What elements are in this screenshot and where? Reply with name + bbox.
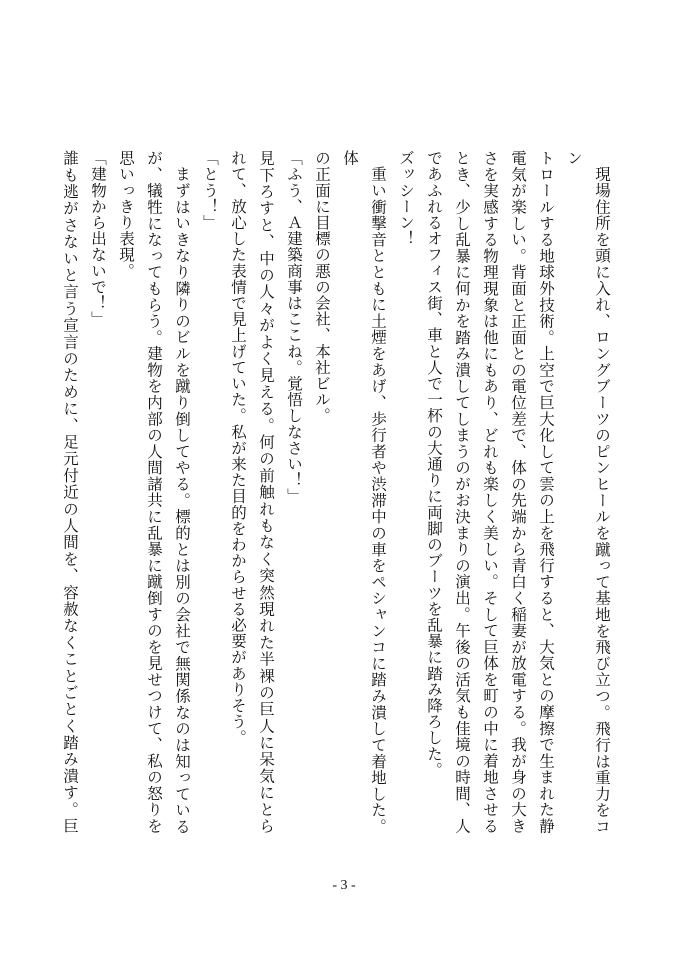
dialogue-line: 「ふう、Ａ建築商事はここね。覚悟しなさい！」: [285, 150, 303, 505]
text-line: さを実感する物理現象は他にもあり、どれも楽しく美しい。そして巨体を町の中に着地させる: [481, 150, 499, 834]
text-line: まずはいきなり隣りのビルを蹴り倒してやる。標的とは別の会社で無関係なのは知っている: [173, 165, 191, 834]
text-line: 重い衝撃音とともに土煙をあげ、歩行者や渋滞中の車をペシャンコに踏み潰して着地した。体: [341, 150, 387, 834]
text-line: 現場住所を頭に入れ、ロングブーツのピンヒールを蹴って基地を飛び立つ。飛行は重力をコン: [565, 150, 611, 834]
dialogue-line: 「建物から出ないで！」: [89, 150, 107, 328]
text-line: 思いっきり表現。: [117, 150, 135, 279]
text-line: の正面に目標の悪の会社、本社ビル。: [313, 150, 331, 424]
text-line: 電気が楽しい。背面と正面との電位差で、体の先端から青白く稲妻が放電する。我が身の大き: [509, 150, 527, 834]
text-line: トロールする地球外技術。上空で巨大化して雲の上を飛行すると、大気との摩擦で生まれた静: [537, 150, 555, 834]
text-line: とき、少し乱暴に何かを踏み潰してしまうのがお決まりの演出。午後の活気も佳境の時間、人: [453, 150, 471, 834]
text-line: が、犠牲になってもらう。建物を内部の人間諸共に乱暴に蹴倒すのを見せつけて、私の怒りを: [145, 150, 163, 834]
text-line: であふれるオフィス街、車と人で一杯の大通りに両脚のブーツを乱暴に踏み降ろした。: [425, 150, 443, 778]
vertical-body-text: [56, 150, 616, 834]
text-line: 見下ろすと、中の人々がよく見える。何の前触れもなく突然現れた半裸の巨人に呆気にとら: [257, 150, 275, 834]
dialogue-line: 「とう！」: [201, 150, 219, 231]
page-number: - 3 -: [332, 878, 356, 893]
text-line: れて、放心した表情で見上げていた。私が来た目的をわからせる必要がありそう。: [229, 150, 247, 746]
text-line: 誰も逃がさないと言う宣言のために、足元付近の人間を、容赦なくことごとく踏み潰す。巨: [61, 150, 79, 834]
text-line: ズッシーン！: [397, 150, 415, 247]
